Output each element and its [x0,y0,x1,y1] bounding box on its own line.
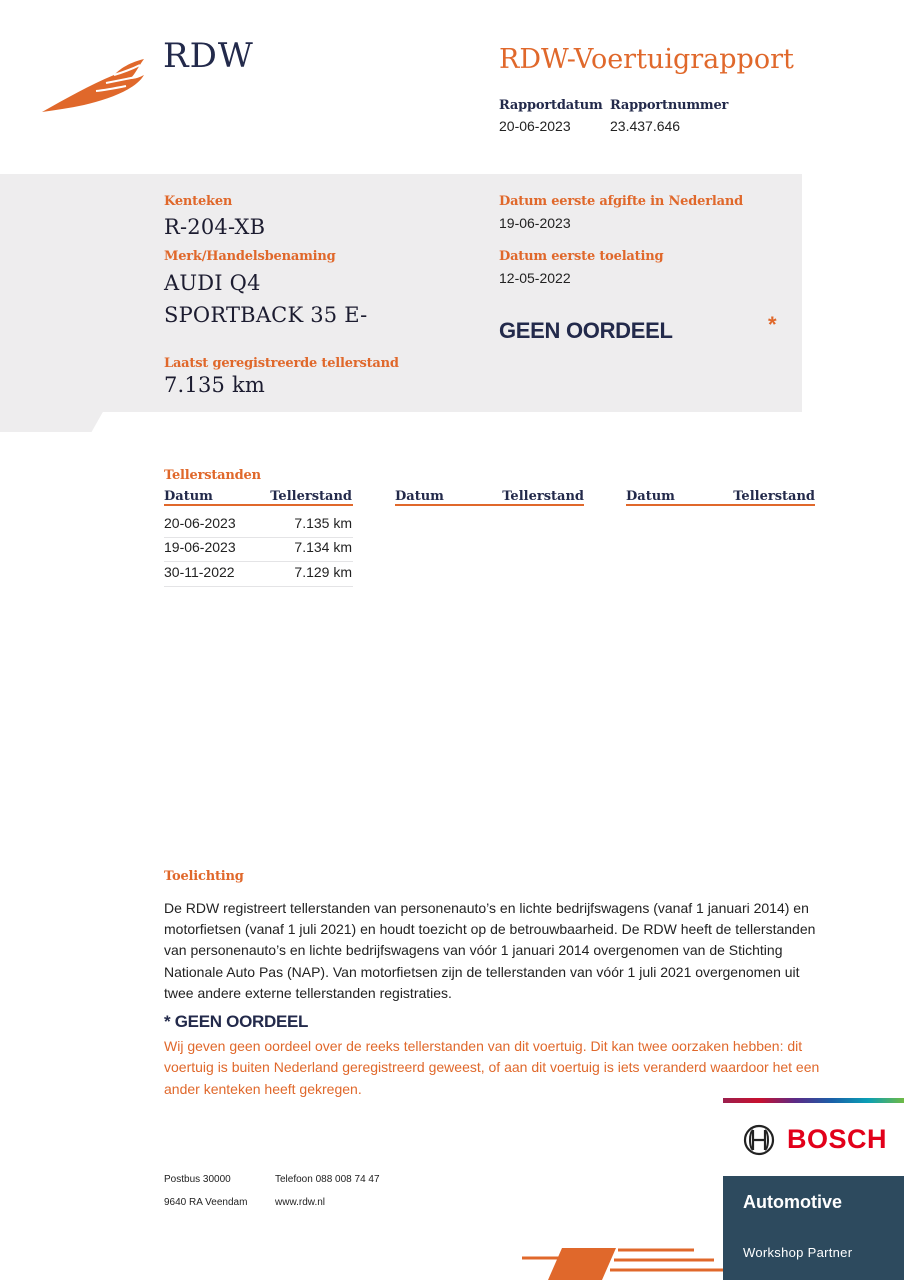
rapportnummer-label: Rapportnummer [610,98,729,113]
geen-oordeel-line-1: Wij geven geen oordeel over de reeks tellerstanden van dit voertuig. Dit kan twee oorzaken hebben: dit [164,1038,803,1054]
table-row-1-datum: 20-06-2023 [164,515,236,531]
bosch-logo-area [723,1103,904,1176]
rdw-logo-icon [40,55,150,115]
table-row-3-datum: 30-11-2022 [164,564,235,580]
teller-label: Laatst geregistreerde tellerstand [164,356,399,371]
col-datum-3: Datum [626,489,675,504]
col-header-line-1 [164,504,353,506]
kenteken-label: Kenteken [164,194,233,209]
oordeel-star: * [768,312,777,337]
table-row-2-divider [164,561,353,562]
table-row-1-stand: 7.135 km [294,515,352,531]
merk-label: Merk/Handelsbenaming [164,249,336,264]
col-tellerstand-3: Tellerstand [733,489,815,504]
col-header-line-3 [626,504,815,506]
toelichting-line-1: De RDW registreert tellerstanden van personenauto’s en lichte bedrijfswagens (vanaf 1 januari 2014) en [164,900,809,916]
afgifte-label: Datum eerste afgifte in Nederland [499,194,743,209]
kenteken-value: R-204-XB [164,215,266,239]
bosch-armature-icon [743,1124,775,1156]
bosch-navy-area [723,1176,904,1280]
vehicle-info-panel [0,174,802,412]
footer-website[interactable]: www.rdw.nl [275,1197,326,1208]
table-row-1-divider [164,537,353,538]
table-row-3-divider [164,586,353,587]
col-header-line-2 [395,504,584,506]
vehicle-info-panel-tab [0,410,104,432]
report-title: RDW-Voertuigrapport [499,44,794,75]
table-row-2-datum: 19-06-2023 [164,539,236,555]
teller-value: 7.135 km [164,373,266,397]
table-row-2-stand: 7.134 km [294,539,352,555]
table-row-3-stand: 7.129 km [294,564,352,580]
rapportnummer-value: 23.437.646 [610,118,681,134]
toelichting-line-4: Nationale Auto Pas (NAP). Van motorfietsen zijn de tellerstanden van vóór 1 juli 2021 overgenomen uit [164,964,800,980]
toelichting-line-3: van personenauto’s en lichte bedrijfswagens van vóór 1 januari 2014 overgenomen van de Stichting [164,942,783,958]
rdw-logo-text: RDW [163,36,254,76]
rapportdatum-label: Rapportdatum [499,98,603,113]
merk-value-line1: AUDI Q4 [164,271,261,295]
footer-postbus: Postbus 30000 [164,1174,231,1185]
toelichting-line-5: twee andere externe tellerstanden registraties. [164,985,452,1001]
afgifte-value: 19-06-2023 [499,215,571,231]
toelating-label: Datum eerste toelating [499,249,664,264]
merk-value-line2: SPORTBACK 35 E- [164,303,368,327]
toelichting-line-2: motorfietsen (vanaf 1 juli 2021) en houdt toezicht op de betrouwbaarheid. De RDW heeft de tellerstanden [164,921,816,937]
footer-postcode: 9640 RA Veendam [164,1197,248,1208]
oordeel-status: GEEN OORDEEL [499,318,673,343]
bosch-badge [723,1098,904,1280]
col-tellerstand-2: Tellerstand [502,489,584,504]
bosch-brand-text: BOSCH [787,1124,888,1154]
col-datum-2: Datum [395,489,444,504]
col-tellerstand-1: Tellerstand [270,489,352,504]
geen-oordeel-line-2: voertuig is buiten Nederland geregistreerd geweest, of aan dit voertuig is iets veranderd waardoor het een [164,1059,820,1075]
geen-oordeel-heading: * GEEN OORDEEL [164,1012,309,1031]
toelichting-title: Toelichting [164,869,244,884]
bosch-line1: Automotive [743,1192,842,1212]
col-datum-1: Datum [164,489,213,504]
footer-telefoon: Telefoon 088 008 74 47 [275,1174,380,1185]
tellerstanden-title: Tellerstanden [164,468,261,483]
geen-oordeel-line-3: ander kenteken heeft gekregen. [164,1081,362,1097]
speed-lines-graphic [518,1244,728,1280]
toelating-value: 12-05-2022 [499,270,571,286]
rapportdatum-value: 20-06-2023 [499,118,571,134]
bosch-line2: Workshop Partner [743,1245,853,1260]
